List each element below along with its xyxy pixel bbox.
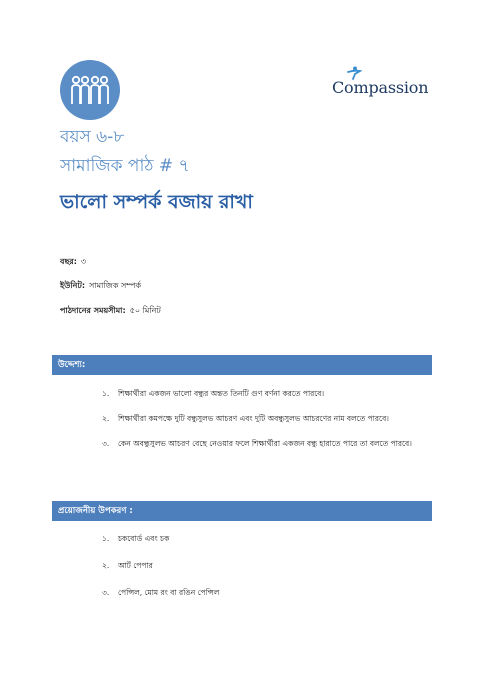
- year-label: বছর:: [60, 257, 77, 266]
- people-figures: [68, 74, 112, 106]
- item-text: পেন্সিল, মোম রং বা রঙিন পেন্সিল: [118, 588, 220, 597]
- brand-name: Compassion: [332, 78, 429, 97]
- item-number: ১.: [102, 389, 110, 398]
- unit-line: [60, 280, 141, 293]
- objective-item: [102, 411, 432, 426]
- item-text: শিক্ষার্থীরা একজন ভালো বন্ধুর অন্তত তিনটি গুণ বর্ণনা করতে পারবে।: [118, 389, 325, 398]
- item-number: ২.: [102, 561, 110, 570]
- material-item: [102, 585, 432, 600]
- duration-value: ৫০ মিনিট: [129, 306, 161, 315]
- item-number: ২.: [102, 414, 110, 423]
- material-item: [102, 531, 432, 546]
- material-item: [102, 558, 432, 573]
- age-group: বয়স ৬-৮: [60, 127, 125, 147]
- lesson-title: ভালো সম্পর্ক বজায় রাখা: [60, 191, 253, 213]
- year-value: ৩: [80, 257, 87, 266]
- duration-label: পাঠদানের সময়সীমা:: [60, 306, 126, 315]
- lesson-number: সামাজিক পাঠ # ৭: [60, 156, 190, 176]
- year-line: [60, 256, 86, 269]
- objectives-heading: উদ্দেশ্য:: [52, 355, 432, 375]
- duration-line: [60, 305, 161, 318]
- materials-heading: প্রয়োজনীয় উপকরণ :: [52, 501, 432, 521]
- item-number: ৩.: [102, 588, 110, 597]
- compassion-logo: [332, 66, 432, 102]
- unit-value: সামাজিক সম্পর্ক: [89, 281, 142, 290]
- item-number: ৩.: [102, 439, 110, 448]
- item-number: ১.: [102, 534, 110, 543]
- item-text: আর্ট পেপার: [118, 561, 153, 570]
- item-text: চকবোর্ড এবং চক: [118, 534, 170, 543]
- unit-label: ইউনিট:: [60, 281, 86, 290]
- item-text: শিক্ষার্থীরা কমপক্ষে দুটি বন্ধুসুলভ আচরণ এবং দুটি অবন্ধুসুলভ আচরণের নাম বলতে পারবে।: [118, 414, 389, 423]
- item-text: কেন অবন্ধুসুলভ আচরণ বেছে নেওয়ার ফলে শিক্ষার্থীরা একজন বন্ধু হারাতে পারে তা বলতে পারবে।: [118, 439, 412, 448]
- objective-item: [102, 436, 432, 451]
- objective-item: [102, 386, 432, 401]
- group-people-icon: [60, 60, 120, 120]
